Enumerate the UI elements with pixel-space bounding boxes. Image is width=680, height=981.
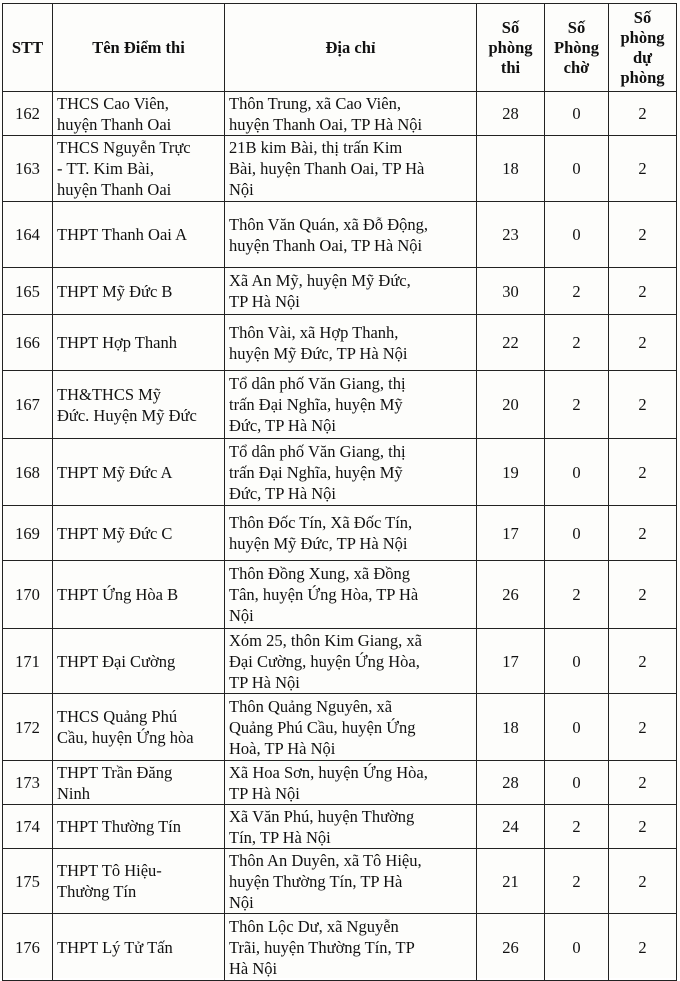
cell-stt: 167: [3, 371, 53, 439]
cell-site-name: [53, 694, 225, 761]
address-line: TP Hà Nội: [229, 783, 300, 803]
header-backup-line: phòng: [620, 67, 665, 87]
address-line: Thôn Văn Quán, xã Đỗ Động,: [229, 214, 429, 234]
cell-waiting-rooms: 0: [545, 694, 609, 761]
address-line: Xã Hoa Sơn, huyện Ứng Hòa,: [229, 762, 428, 782]
address-line: Bài, huyện Thanh Oai, TP Hà: [229, 159, 425, 178]
site-name-line: Thường Tín: [57, 882, 137, 901]
site-name-line: - TT. Kim Bài,: [57, 159, 155, 178]
cell-site-name: [53, 202, 225, 268]
cell-address: [225, 506, 477, 561]
table-row: [3, 92, 677, 136]
cell-backup-rooms: 2: [609, 629, 677, 694]
cell-backup-rooms: 2: [609, 315, 677, 371]
address-line: Thôn Đồng Xung, xã Đồng: [229, 564, 411, 583]
header-rooms-line: thi: [500, 57, 521, 77]
cell-rooms: 18: [477, 136, 545, 202]
cell-rooms: 23: [477, 202, 545, 268]
table-row: [3, 371, 677, 439]
cell-waiting-rooms: 2: [545, 371, 609, 439]
address-line: Xã Văn Phú, huyện Thường: [229, 806, 415, 826]
header-backup-line: phòng: [620, 27, 665, 47]
cell-waiting-rooms: 2: [545, 561, 609, 629]
cell-rooms: 24: [477, 805, 545, 849]
address-line: huyện Thanh Oai, TP Hà Nội: [229, 114, 423, 134]
cell-backup-rooms: 2: [609, 92, 677, 136]
address-line: Thôn Đốc Tín, Xã Đốc Tín,: [229, 513, 413, 532]
cell-site-name: [53, 268, 225, 315]
cell-stt: 172: [3, 694, 53, 761]
address-line: Xã An Mỹ, huyện Mỹ Đức,: [229, 271, 411, 290]
cell-waiting-rooms: 0: [545, 629, 609, 694]
header-backup-line: Số: [633, 7, 652, 27]
cell-stt: 173: [3, 761, 53, 805]
address-line: Đức, TP Hà Nội: [229, 416, 337, 435]
address-line: Nội: [229, 892, 254, 912]
cell-address: [225, 914, 477, 981]
cell-stt: 163: [3, 136, 53, 202]
cell-address: [225, 371, 477, 439]
cell-stt: 169: [3, 506, 53, 561]
address-line: Thôn Lộc Dư, xã Nguyễn: [229, 916, 399, 936]
address-line: huyện Thường Tín, TP Hà: [229, 871, 403, 891]
address-line: Nội: [229, 180, 254, 199]
cell-waiting-rooms: 0: [545, 761, 609, 805]
site-name-line: THPT Ứng Hòa B: [57, 585, 179, 604]
cell-backup-rooms: 2: [609, 849, 677, 914]
cell-backup-rooms: 2: [609, 506, 677, 561]
cell-backup-rooms: 2: [609, 561, 677, 629]
cell-site-name: [53, 629, 225, 694]
cell-address: [225, 315, 477, 371]
cell-stt: 162: [3, 92, 53, 136]
cell-rooms: 30: [477, 268, 545, 315]
cell-site-name: [53, 92, 225, 136]
cell-rooms: 28: [477, 92, 545, 136]
address-line: Thôn Quảng Nguyên, xã: [229, 696, 393, 716]
cell-address: [225, 849, 477, 914]
cell-address: [225, 202, 477, 268]
site-name-line: THPT Trần Đăng: [57, 762, 173, 782]
table-row: [3, 202, 677, 268]
cell-address: [225, 805, 477, 849]
address-line: Đức, TP Hà Nội: [229, 483, 337, 503]
address-line: Tổ dân phố Văn Giang, thị: [229, 374, 406, 393]
site-name-line: Cầu, huyện Ứng hòa: [57, 728, 194, 747]
site-name-line: Ninh: [57, 783, 90, 803]
cell-rooms: 26: [477, 914, 545, 981]
cell-stt: 171: [3, 629, 53, 694]
cell-waiting-rooms: 0: [545, 92, 609, 136]
address-line: 21B kim Bài, thị trấn Kim: [229, 138, 403, 157]
cell-backup-rooms: 2: [609, 268, 677, 315]
cell-site-name: [53, 805, 225, 849]
table-body: [3, 92, 677, 981]
header-name: Tên Điểm thi: [53, 4, 225, 92]
cell-site-name: [53, 761, 225, 805]
header-waiting: [545, 4, 609, 92]
cell-address: [225, 761, 477, 805]
address-line: Thôn Vài, xã Hợp Thanh,: [229, 322, 399, 342]
cell-site-name: [53, 439, 225, 506]
cell-backup-rooms: 2: [609, 805, 677, 849]
cell-backup-rooms: 2: [609, 371, 677, 439]
cell-site-name: [53, 506, 225, 561]
address-line: Thôn An Duyên, xã Tô Hiệu,: [229, 850, 422, 870]
address-line: Nội: [229, 606, 254, 625]
cell-address: [225, 694, 477, 761]
cell-stt: 164: [3, 202, 53, 268]
cell-address: [225, 629, 477, 694]
cell-waiting-rooms: 0: [545, 202, 609, 268]
table-row: [3, 849, 677, 914]
cell-rooms: 22: [477, 315, 545, 371]
header-address: Địa chỉ: [225, 4, 477, 92]
site-name-line: THPT Tô Hiệu-: [57, 861, 162, 880]
cell-site-name: [53, 371, 225, 439]
address-line: trấn Đại Nghĩa, huyện Mỹ: [229, 395, 403, 414]
cell-rooms: 17: [477, 506, 545, 561]
site-name-line: THPT Mỹ Đức C: [57, 523, 173, 543]
cell-stt: 168: [3, 439, 53, 506]
address-line: TP Hà Nội: [229, 672, 300, 692]
address-line: Quảng Phú Cầu, huyện Ứng: [229, 717, 416, 737]
cell-address: [225, 136, 477, 202]
header-row: [3, 4, 677, 92]
table-row: [3, 439, 677, 506]
header-rooms-line: phòng: [488, 37, 533, 57]
cell-rooms: 18: [477, 694, 545, 761]
cell-rooms: 21: [477, 849, 545, 914]
cell-waiting-rooms: 0: [545, 914, 609, 981]
cell-rooms: 26: [477, 561, 545, 629]
cell-waiting-rooms: 0: [545, 136, 609, 202]
site-name-line: THPT Mỹ Đức B: [57, 281, 173, 301]
address-line: huyện Thanh Oai, TP Hà Nội: [229, 235, 423, 255]
cell-site-name: [53, 561, 225, 629]
site-name-line: THPT Đại Cường: [57, 651, 176, 671]
cell-address: [225, 268, 477, 315]
cell-waiting-rooms: 2: [545, 315, 609, 371]
table-row: [3, 506, 677, 561]
cell-stt: 165: [3, 268, 53, 315]
cell-stt: 174: [3, 805, 53, 849]
cell-site-name: [53, 315, 225, 371]
header-rooms-line: Số: [501, 17, 520, 37]
table-row: [3, 268, 677, 315]
cell-site-name: [53, 914, 225, 981]
address-line: Xóm 25, thôn Kim Giang, xã: [229, 630, 422, 650]
cell-rooms: 19: [477, 439, 545, 506]
header-waiting-line: chờ: [563, 57, 590, 77]
site-name-line: THPT Mỹ Đức A: [57, 462, 173, 482]
header-waiting-line: Phòng: [554, 37, 599, 57]
address-line: Tổ dân phố Văn Giang, thị: [229, 441, 406, 461]
address-line: trấn Đại Nghĩa, huyện Mỹ: [229, 462, 403, 482]
site-name-line: THPT Thanh Oai A: [57, 225, 188, 244]
header-backup-line: dự: [632, 47, 653, 67]
cell-stt: 170: [3, 561, 53, 629]
exam-sites-table: [2, 3, 677, 981]
address-line: Tân, huyện Ứng Hòa, TP Hà: [229, 585, 419, 604]
cell-waiting-rooms: 2: [545, 268, 609, 315]
site-name-line: THPT Thường Tín: [57, 817, 182, 836]
cell-waiting-rooms: 2: [545, 805, 609, 849]
table-row: [3, 315, 677, 371]
site-name-line: THPT Hợp Thanh: [57, 333, 177, 352]
header-waiting-line: Số: [567, 17, 586, 37]
address-line: Đại Cường, huyện Ứng Hòa,: [229, 651, 420, 671]
cell-stt: 176: [3, 914, 53, 981]
address-line: huyện Mỹ Đức, TP Hà Nội: [229, 534, 408, 553]
address-line: Trãi, huyện Thường Tín, TP: [229, 937, 415, 957]
header-backup: [609, 4, 677, 92]
table-row: [3, 761, 677, 805]
cell-rooms: 17: [477, 629, 545, 694]
cell-address: [225, 92, 477, 136]
cell-stt: 166: [3, 315, 53, 371]
table-row: [3, 136, 677, 202]
cell-backup-rooms: 2: [609, 694, 677, 761]
table-row: [3, 561, 677, 629]
cell-waiting-rooms: 0: [545, 439, 609, 506]
table-row: [3, 694, 677, 761]
table-row: [3, 914, 677, 981]
site-name-line: THPT Lý Tử Tấn: [57, 937, 173, 957]
cell-site-name: [53, 136, 225, 202]
site-name-line: TH&THCS Mỹ: [57, 384, 162, 404]
cell-waiting-rooms: 2: [545, 849, 609, 914]
table-row: [3, 629, 677, 694]
address-line: huyện Mỹ Đức, TP Hà Nội: [229, 343, 408, 363]
cell-stt: 175: [3, 849, 53, 914]
cell-backup-rooms: 2: [609, 761, 677, 805]
header-rooms: [477, 4, 545, 92]
cell-backup-rooms: 2: [609, 914, 677, 981]
address-line: Hà Nội: [229, 958, 278, 978]
cell-backup-rooms: 2: [609, 136, 677, 202]
cell-backup-rooms: 2: [609, 439, 677, 506]
cell-rooms: 20: [477, 371, 545, 439]
header-stt: STT: [3, 4, 53, 92]
cell-site-name: [53, 849, 225, 914]
address-line: TP Hà Nội: [229, 292, 300, 311]
site-name-line: huyện Thanh Oai: [57, 114, 172, 134]
address-line: Thôn Trung, xã Cao Viên,: [229, 93, 401, 113]
address-line: Hoà, TP Hà Nội: [229, 738, 336, 758]
site-name-line: Đức. Huyện Mỹ Đức: [57, 405, 197, 425]
cell-address: [225, 561, 477, 629]
address-line: Tín, TP Hà Nội: [229, 827, 331, 847]
cell-rooms: 28: [477, 761, 545, 805]
cell-address: [225, 439, 477, 506]
site-name-line: THCS Nguyễn Trực: [57, 138, 191, 157]
table-row: [3, 805, 677, 849]
site-name-line: THCS Quảng Phú: [57, 707, 178, 726]
site-name-line: huyện Thanh Oai: [57, 180, 172, 199]
cell-backup-rooms: 2: [609, 202, 677, 268]
cell-waiting-rooms: 0: [545, 506, 609, 561]
site-name-line: THCS Cao Viên,: [57, 93, 169, 113]
